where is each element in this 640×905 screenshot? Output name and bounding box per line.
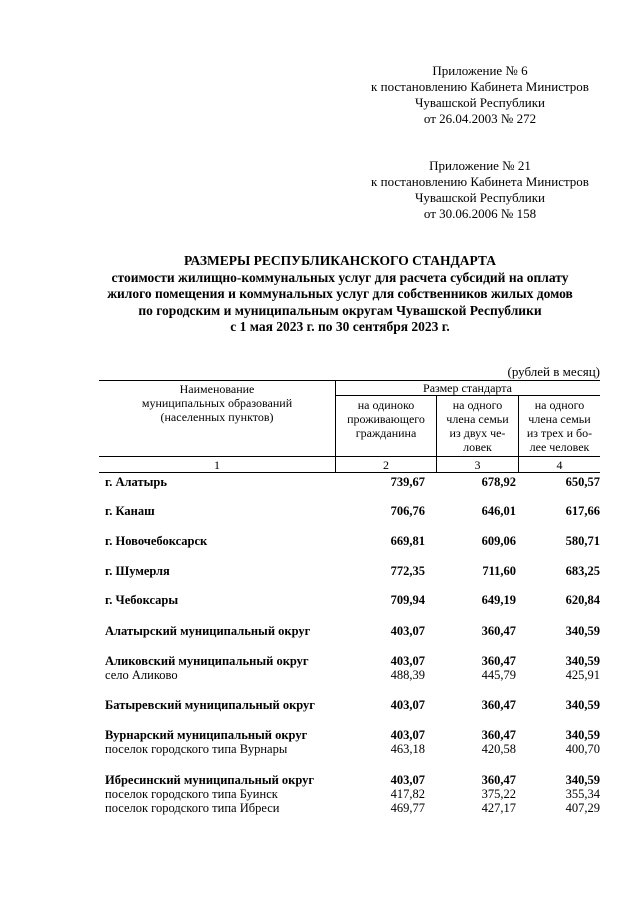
- header-text: на одного: [452, 398, 503, 412]
- value-single: 709,94: [390, 593, 425, 607]
- header-text: из двух че-: [449, 426, 506, 440]
- value-three-plus: 340,59: [565, 698, 600, 712]
- value-three-plus: 340,59: [565, 624, 600, 638]
- value-three-plus: 407,29: [565, 801, 600, 815]
- size-header-rule: [335, 395, 600, 396]
- value-single: 403,07: [390, 773, 425, 787]
- header-three-plus-family: [519, 398, 600, 454]
- appendix-6-reference: [330, 63, 630, 127]
- table-row: [99, 654, 600, 668]
- column-number: 1: [214, 458, 220, 472]
- table-row: [99, 773, 600, 787]
- row-name: поселок городского типа Буинск: [105, 787, 278, 801]
- value-two-person: 375,22: [481, 787, 516, 801]
- value-two-person: 427,17: [481, 801, 516, 815]
- appendix-date: от 30.06.2006 № 158: [423, 206, 537, 221]
- value-single: 706,76: [390, 504, 425, 518]
- appendix-date: от 26.04.2003 № 272: [423, 111, 537, 126]
- units-note: (рублей в месяц): [507, 364, 600, 379]
- value-three-plus: 617,66: [565, 504, 600, 518]
- header-text: члена семьи: [446, 412, 509, 426]
- value-two-person: 609,06: [481, 534, 516, 548]
- value-two-person: 649,19: [481, 593, 516, 607]
- table-row: [99, 698, 600, 712]
- value-two-person: 360,47: [481, 773, 516, 787]
- value-three-plus: 425,91: [565, 668, 600, 682]
- table-row: [99, 504, 600, 518]
- header-text: гражданина: [355, 426, 417, 440]
- header-text: Наименование: [179, 382, 255, 396]
- header-text: из трех и бо-: [526, 426, 593, 440]
- value-two-person: 646,01: [481, 504, 516, 518]
- value-single: 739,67: [390, 475, 425, 489]
- row-name: г. Чебоксары: [105, 593, 179, 607]
- row-name: Ибресинский муниципальный округ: [105, 773, 315, 787]
- header-text: лее человек: [529, 440, 590, 454]
- table-row: [99, 668, 600, 682]
- header-name-column: [99, 382, 335, 424]
- value-two-person: 360,47: [481, 624, 516, 638]
- header-text: на одного: [534, 398, 585, 412]
- title-line: с 1 мая 2023 г. по 30 сентября 2023 г.: [230, 319, 450, 334]
- value-two-person: 445,79: [481, 668, 516, 682]
- header-text: члена семьи: [528, 412, 591, 426]
- title-line: по городским и муниципальным округам Чувашской Республики: [138, 302, 542, 318]
- document-title: [60, 253, 620, 336]
- value-single: 403,07: [390, 654, 425, 668]
- value-three-plus: 620,84: [565, 593, 600, 607]
- row-name: поселок городского типа Ибреси: [105, 801, 280, 815]
- title-line: РАЗМЕРЫ РЕСПУБЛИКАНСКОГО СТАНДАРТА: [184, 253, 496, 268]
- row-name: село Аликово: [105, 668, 178, 682]
- appendix-number: Приложение № 6: [432, 63, 528, 78]
- header-bottom-rule: [99, 456, 600, 457]
- appendix-resolution: к постановлению Кабинета Министров: [371, 79, 589, 94]
- table-row: [99, 624, 600, 638]
- value-single: 403,07: [390, 698, 425, 712]
- row-name: г. Новочебоксарск: [105, 534, 208, 548]
- header-single-resident: [336, 398, 436, 440]
- row-name: г. Алатырь: [105, 475, 167, 489]
- column-number: 4: [556, 458, 563, 472]
- value-two-person: 711,60: [482, 564, 516, 578]
- header-text: проживающего: [347, 412, 425, 426]
- column-number: 2: [383, 458, 389, 472]
- table-row: [99, 475, 600, 489]
- value-two-person: 678,92: [481, 475, 516, 489]
- row-name: Батыревский муниципальный округ: [105, 698, 315, 712]
- appendix-number: Приложение № 21: [429, 158, 531, 173]
- table-row: [99, 801, 600, 815]
- column-number: 3: [474, 458, 481, 472]
- value-single: 417,82: [390, 787, 425, 801]
- header-two-person-family: [437, 398, 518, 454]
- value-two-person: 360,47: [481, 728, 516, 742]
- row-name: г. Канаш: [105, 504, 155, 518]
- value-three-plus: 340,59: [565, 654, 600, 668]
- value-three-plus: 400,70: [565, 742, 600, 756]
- table-row: [99, 593, 600, 607]
- row-name: Аликовский муниципальный округ: [105, 654, 309, 668]
- numbers-bottom-rule: [99, 472, 600, 473]
- table-row: [99, 728, 600, 742]
- table-row: [99, 534, 600, 548]
- table-row: [99, 742, 600, 756]
- value-single: 403,07: [390, 728, 425, 742]
- value-three-plus: 650,57: [565, 475, 600, 489]
- row-name: поселок городского типа Вурнары: [105, 742, 288, 756]
- value-three-plus: 340,59: [565, 728, 600, 742]
- value-single: 469,77: [390, 801, 425, 815]
- appendix-21-reference: [330, 158, 630, 222]
- value-single: 463,18: [390, 742, 425, 756]
- value-three-plus: 355,34: [565, 787, 600, 801]
- appendix-republic: Чувашской Республики: [414, 95, 546, 110]
- table-row: [99, 787, 600, 801]
- title-line: стоимости жилищно-коммунальных услуг для расчета субсидий на оплату: [111, 269, 569, 285]
- header-text: ловек: [463, 440, 492, 454]
- title-line: жилого помещения и коммунальных услуг для собственников жилых домов: [107, 286, 573, 301]
- value-single: 403,07: [390, 624, 425, 638]
- header-text: на одиноко: [357, 398, 415, 412]
- value-three-plus: 683,25: [565, 564, 600, 578]
- appendix-republic: Чувашской Республики: [414, 190, 546, 205]
- value-three-plus: 580,71: [565, 534, 600, 548]
- header-text: (населенных пунктов): [160, 410, 274, 424]
- row-name: Алатырский муниципальный округ: [105, 624, 311, 638]
- appendix-resolution: к постановлению Кабинета Министров: [371, 174, 589, 189]
- value-single: 772,35: [390, 564, 425, 578]
- header-text: муниципальных образований: [141, 396, 293, 410]
- value-single: 669,81: [390, 534, 425, 548]
- value-two-person: 360,47: [481, 654, 516, 668]
- header-size-standard: Размер стандарта: [423, 381, 512, 395]
- row-name: Вурнарский муниципальный округ: [105, 728, 308, 742]
- row-name: г. Шумерля: [105, 564, 170, 578]
- table-row: [99, 564, 600, 578]
- value-two-person: 360,47: [481, 698, 516, 712]
- value-single: 488,39: [390, 668, 425, 682]
- value-three-plus: 340,59: [565, 773, 600, 787]
- value-two-person: 420,58: [481, 742, 516, 756]
